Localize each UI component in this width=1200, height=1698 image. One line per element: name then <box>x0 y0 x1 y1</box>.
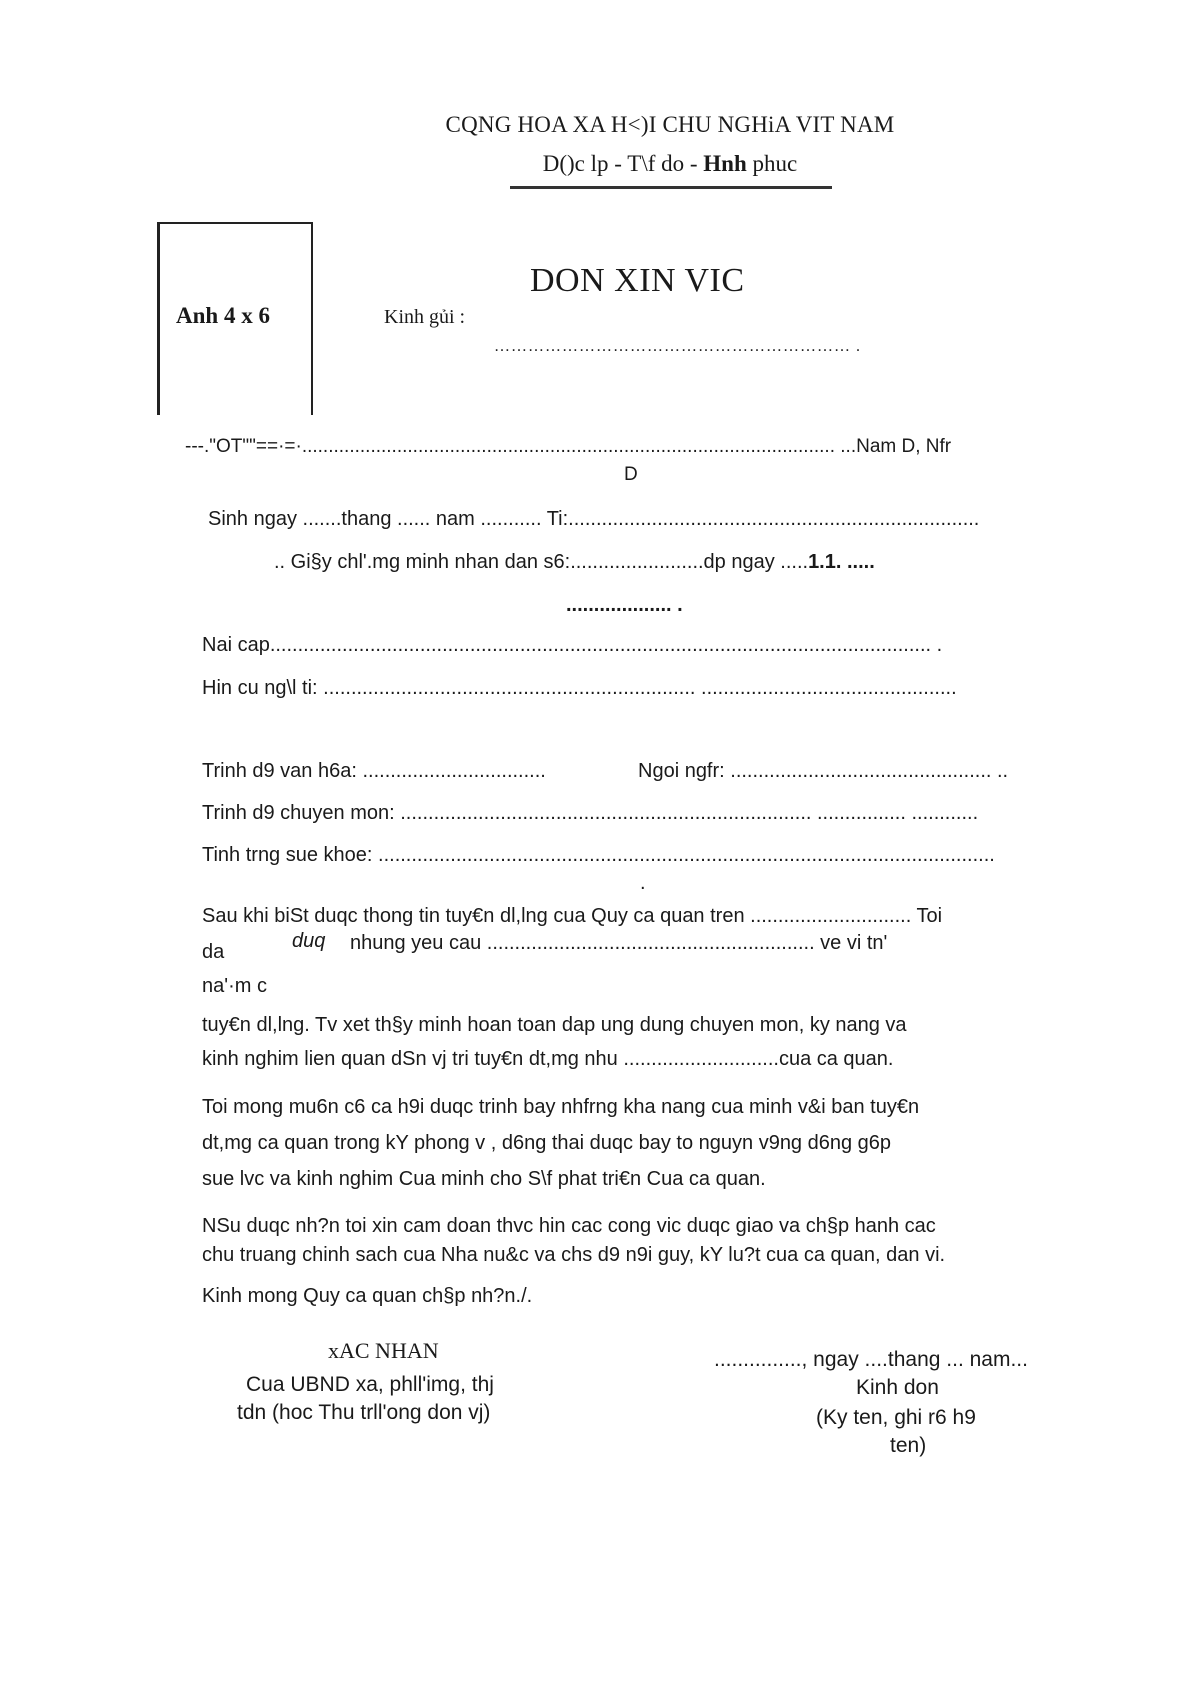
paragraph-1-line-3: na'·m c <box>202 975 267 997</box>
issued-place-field[interactable]: Nai cap....................................................................................................................... . <box>202 634 943 656</box>
id-card-field-wrap: ................... . <box>566 594 683 616</box>
motto-text: D()c lp - T\f do - <box>542 151 704 176</box>
applicant-label: Kinh don <box>856 1376 939 1399</box>
motto-bold: Hnh <box>703 151 747 176</box>
addressee-label: Kinh gủi : <box>384 306 466 328</box>
paragraph-1-line-5: kinh nghim lien quan dSn vj tri tuy€n dt,mg nhu ............................cua ca quan. <box>202 1048 894 1070</box>
residence-field[interactable]: Hin cu ng\l ti: ................................................................... .............................................. <box>202 677 957 699</box>
national-motto <box>0 151 1200 177</box>
foreign-language-field[interactable]: Ngoi ngfr: ............................................... .. <box>638 760 1009 782</box>
name-field[interactable]: ---."OT""==·=·..................................................................................................... ...Nam D, Nfr <box>185 436 952 457</box>
closing-line: Kinh mong Quy ca quan ch§p nh?n./. <box>202 1285 533 1307</box>
paragraph-1-line-4: tuy€n dl,lng. Tv xet th§y minh hoan toan dap ung dung chuyen mon, ky nang va <box>202 1014 907 1036</box>
id-card-text: .. Gi§y chl'.mg minh nhan dan s6:........................dp ngay ..... <box>274 551 809 573</box>
paragraph-2-line-1: Toi mong mu6n c6 ca h9i duqc trinh bay nhfrng kha nang cua minh v&i ban tuy€n <box>202 1096 920 1118</box>
id-card-date: 1.1. <box>808 551 842 573</box>
id-card-dots: ..... <box>841 551 875 573</box>
national-title: CQNG HOA XA H<)I CHU NGHiA VIT NAM <box>445 112 895 137</box>
confirmation-line-2: tdn (hoc Thu trll'ong don vj) <box>237 1401 491 1424</box>
photo-label: Anh 4 x 6 <box>176 303 270 328</box>
motto-text-end: phuc <box>746 151 798 176</box>
addressee-field[interactable]: ……………………………………………………… . <box>494 338 861 355</box>
stray-dot: . <box>640 872 646 894</box>
education-field[interactable]: Trinh d9 van h6a: ................................. <box>202 760 546 782</box>
signature-instruction-line-2: ten) <box>890 1434 927 1457</box>
paragraph-1-line-2a: da <box>202 941 225 963</box>
signature-instruction-line-1: (Ky ten, ghi r6 h9 <box>816 1406 976 1429</box>
name-field-wrap: D <box>624 464 638 485</box>
confirmation-line-1: Cua UBND xa, phll'img, thj <box>246 1373 494 1396</box>
paragraph-3-line-2: chu truang chinh sach cua Nha nu&c va chs d9 n9i guy, kY lu?t cua ca quan, dan vi. <box>202 1244 946 1266</box>
signature-date-field[interactable]: ..............., ngay ....thang ... nam... <box>714 1348 1028 1371</box>
paragraph-1-line-2b: duq <box>292 930 326 952</box>
paragraph-2-line-3: sue lvc va kinh nghim Cua minh cho S\f phat tri€n Cua ca quan. <box>202 1168 766 1190</box>
motto-underline <box>510 186 832 189</box>
health-field[interactable]: Tinh trng sue khoe: ............................................................................................................... <box>202 844 995 866</box>
birth-date-field[interactable]: Sinh ngay .......thang ...... nam ........... Ti:.......................................................................... <box>208 508 980 530</box>
paragraph-1-line-2c: nhung yeu cau ........................................................... ve vi tn' <box>350 932 888 954</box>
form-title: DON XIN VIC <box>530 262 745 299</box>
paragraph-2-line-2: dt,mg ca quan trong kY phong v , d6ng thai duqc bay to nguyn v9ng d6ng g6p <box>202 1132 892 1154</box>
specialty-field[interactable]: Trinh d9 chuyen mon: .......................................................................... ................ ............ <box>202 802 979 824</box>
paragraph-3-line-1: NSu duqc nh?n toi xin cam doan thvc hin cac cong vic duqc giao va ch§p hanh cac <box>202 1215 936 1237</box>
paragraph-1-line-1: Sau khi biSt duqc thong tin tuy€n dl,lng cua Quy ca quan tren ............................. Toi <box>202 905 943 927</box>
id-card-field[interactable] <box>274 551 875 574</box>
confirmation-title: xAC NHAN <box>328 1338 439 1363</box>
